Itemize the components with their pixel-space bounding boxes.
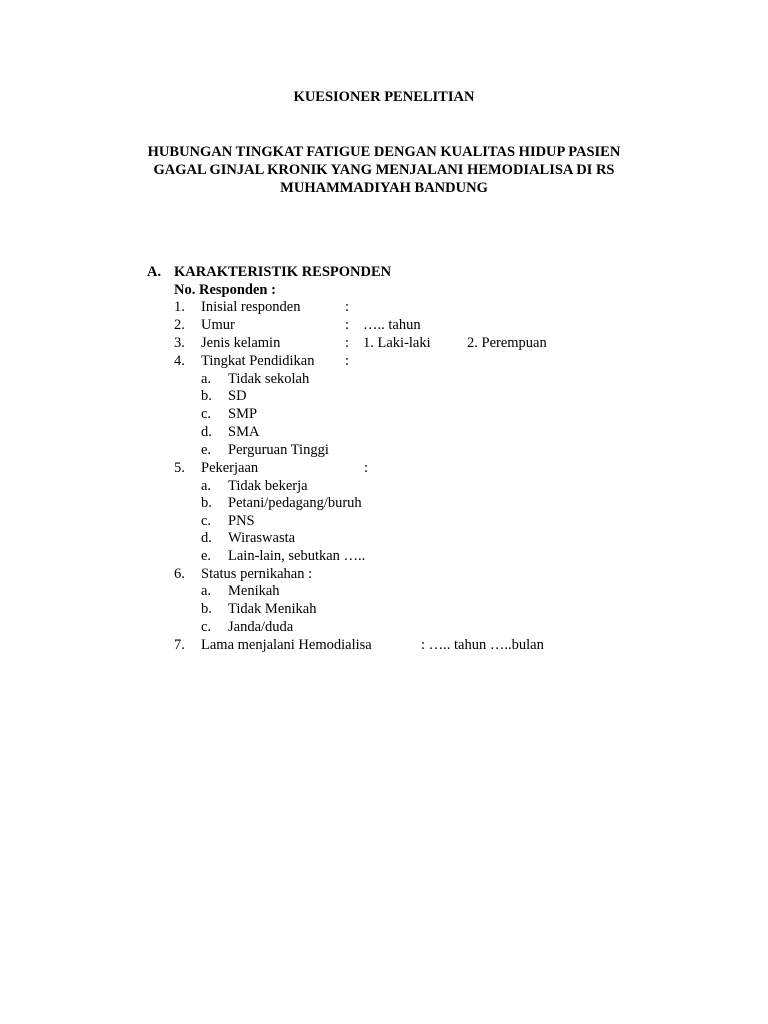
question-5-label: Pekerjaan — [201, 460, 259, 476]
option-letter: b. — [201, 495, 212, 511]
option-letter: d. — [201, 530, 212, 546]
option-letter: a. — [201, 478, 212, 494]
question-7-number: 7. — [174, 637, 185, 653]
question-2-number: 2. — [174, 317, 185, 333]
option-letter: b. — [201, 601, 212, 617]
question-3-option-male: 1. Laki-laki — [363, 335, 431, 351]
education-option: SMP — [228, 406, 258, 422]
question-1-colon: : — [345, 299, 350, 315]
question-3-label: Jenis kelamin — [201, 335, 281, 351]
option-letter: a. — [201, 371, 212, 387]
occupation-option: Lain-lain, sebutkan ….. — [228, 548, 366, 564]
option-letter: c. — [201, 513, 212, 529]
section-heading: KARAKTERISTIK RESPONDEN — [174, 264, 392, 280]
research-title-line-3: MUHAMMADIYAH BANDUNG — [280, 180, 488, 196]
question-2-label: Umur — [201, 317, 235, 333]
occupation-option: PNS — [228, 513, 255, 529]
marital-option: Menikah — [228, 583, 280, 599]
research-title-line-2: GAGAL GINJAL KRONIK YANG MENJALANI HEMODIALISA DI RS — [153, 162, 615, 178]
education-option: SD — [228, 388, 247, 404]
question-4-number: 4. — [174, 353, 185, 369]
option-letter: e. — [201, 548, 212, 564]
question-6-number: 6. — [174, 566, 185, 582]
option-letter: a. — [201, 583, 212, 599]
option-letter: c. — [201, 619, 212, 635]
question-3-number: 3. — [174, 335, 185, 351]
option-letter: b. — [201, 388, 212, 404]
question-2-colon: : — [345, 317, 350, 333]
occupation-option: Petani/pedagang/buruh — [228, 495, 362, 511]
education-option: Perguruan Tinggi — [228, 442, 329, 458]
option-letter: d. — [201, 424, 212, 440]
question-1-number: 1. — [174, 299, 185, 315]
question-3-option-female: 2. Perempuan — [467, 335, 547, 351]
question-7-value: : ….. tahun …..bulan — [421, 637, 544, 653]
question-7-label: Lama menjalani Hemodialisa — [201, 637, 372, 653]
document-title: KUESIONER PENELITIAN — [293, 89, 475, 105]
question-4-colon: : — [345, 353, 350, 369]
question-5-colon: : — [364, 460, 369, 476]
marital-option: Janda/duda — [228, 619, 294, 635]
question-4-label: Tingkat Pendidikan — [201, 353, 315, 369]
respondent-number-label: No. Responden : — [174, 282, 276, 298]
question-3-colon: : — [345, 335, 350, 351]
research-title-line-1: HUBUNGAN TINGKAT FATIGUE DENGAN KUALITAS HIDUP PASIEN — [147, 144, 621, 160]
occupation-option: Tidak bekerja — [228, 478, 308, 494]
option-letter: c. — [201, 406, 212, 422]
question-2-value: ….. tahun — [363, 317, 421, 333]
question-6-label: Status pernikahan : — [201, 566, 313, 582]
question-5-number: 5. — [174, 460, 185, 476]
question-1-label: Inisial responden — [201, 299, 301, 315]
occupation-option: Wiraswasta — [228, 530, 296, 546]
section-marker: A. — [147, 264, 162, 280]
marital-option: Tidak Menikah — [228, 601, 317, 617]
education-option: SMA — [228, 424, 260, 440]
education-option: Tidak sekolah — [228, 371, 310, 387]
option-letter: e. — [201, 442, 212, 458]
